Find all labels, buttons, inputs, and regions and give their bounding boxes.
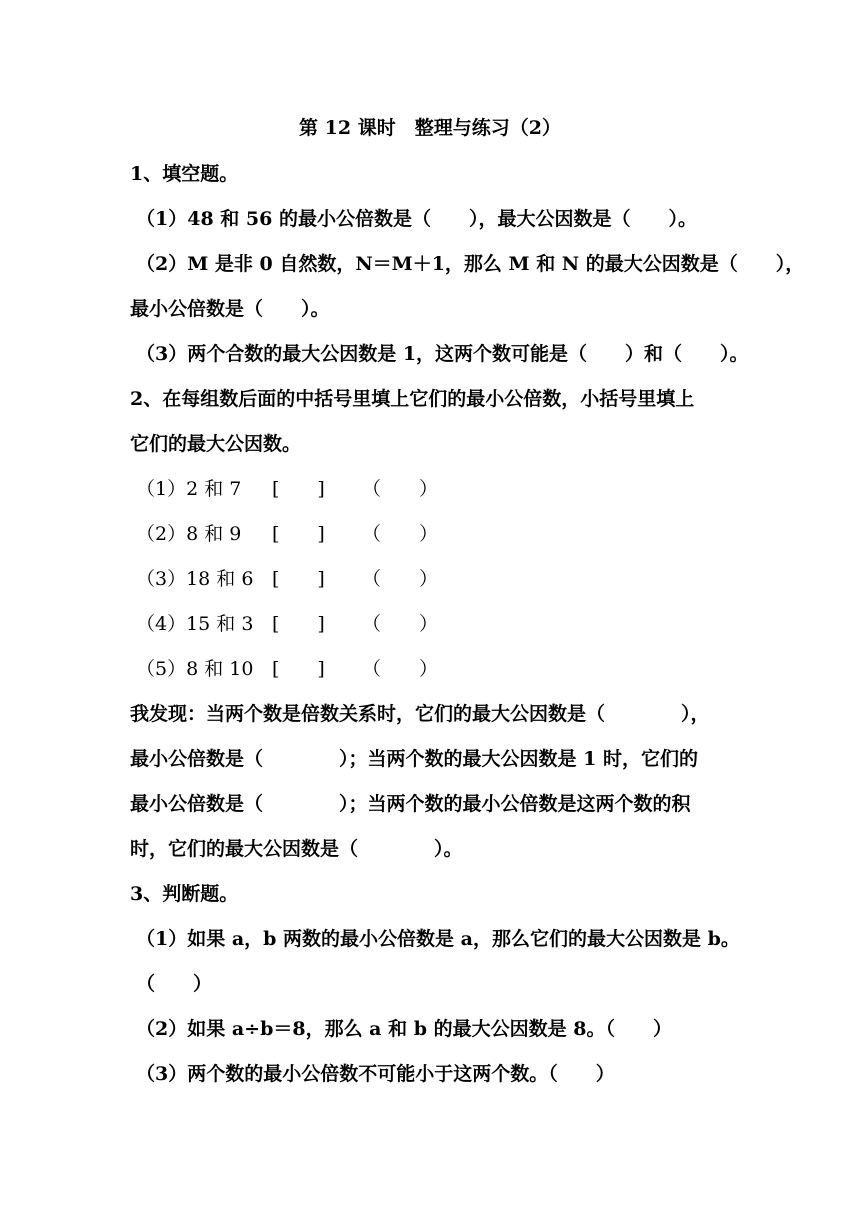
lcm-bracket-blank: [ ] xyxy=(272,568,325,590)
section2-heading-line1: 2、在每组数后面的中括号里填上它们的最小公倍数，小括号里填上 xyxy=(130,388,695,410)
section3-question-2: （2）如果 a÷b＝8，那么 a 和 b 的最大公因数是 8。（ ） xyxy=(136,1018,672,1040)
gcd-paren-blank: （ ） xyxy=(362,478,439,500)
finding-line-3: 最小公倍数是（ ）；当两个数的最小公倍数是这两个数的积 xyxy=(130,793,691,815)
section3-question-3: （3）两个数的最小公倍数不可能小于这两个数。（ ） xyxy=(136,1063,615,1085)
section1-question-2-line2: 最小公倍数是（ ）。 xyxy=(130,298,330,320)
finding-line-1: 我发现：当两个数是倍数关系时，它们的最大公因数是（ ）， xyxy=(130,703,710,725)
group-label: （2）8 和 9 xyxy=(136,523,242,545)
section3-question-1-answer: （ ） xyxy=(136,973,213,995)
page-title: 第 12 课时 整理与练习（2） xyxy=(299,117,561,139)
lcm-bracket-blank: [ ] xyxy=(272,523,325,545)
group-label: （4）15 和 3 xyxy=(136,613,254,635)
gcd-paren-blank: （ ） xyxy=(362,523,439,545)
section1-question-3: （3）两个合数的最大公因数是 1，这两个数可能是（ ）和（ ）。 xyxy=(136,343,749,365)
lcm-bracket-blank: [ ] xyxy=(272,613,325,635)
section3-question-1-line1: （1）如果 a，b 两数的最小公倍数是 a，那么它们的最大公因数是 b。 xyxy=(136,928,740,950)
lcm-bracket-blank: [ ] xyxy=(272,658,325,680)
gcd-paren-blank: （ ） xyxy=(362,568,439,590)
section1-question-2-line1: （2）M 是非 0 自然数，N＝M＋1，那么 M 和 N 的最大公因数是（ ）， xyxy=(136,253,805,275)
gcd-paren-blank: （ ） xyxy=(362,613,439,635)
gcd-paren-blank: （ ） xyxy=(362,658,439,680)
group-label: （3）18 和 6 xyxy=(136,568,254,590)
section2-heading-line2: 它们的最大公因数。 xyxy=(130,433,302,455)
section3-heading: 3、判断题。 xyxy=(130,883,239,905)
group-label: （1）2 和 7 xyxy=(136,478,242,500)
section1-heading: 1、填空题。 xyxy=(130,163,239,185)
lcm-bracket-blank: [ ] xyxy=(272,478,325,500)
group-label: （5）8 和 10 xyxy=(136,658,254,680)
section1-question-1: （1）48 和 56 的最小公倍数是（ ），最大公因数是（ ）。 xyxy=(136,208,697,230)
finding-line-2: 最小公倍数是（ ）；当两个数的最大公因数是 1 时，它们的 xyxy=(130,748,698,770)
finding-line-4: 时，它们的最大公因数是（ ）。 xyxy=(130,838,463,860)
